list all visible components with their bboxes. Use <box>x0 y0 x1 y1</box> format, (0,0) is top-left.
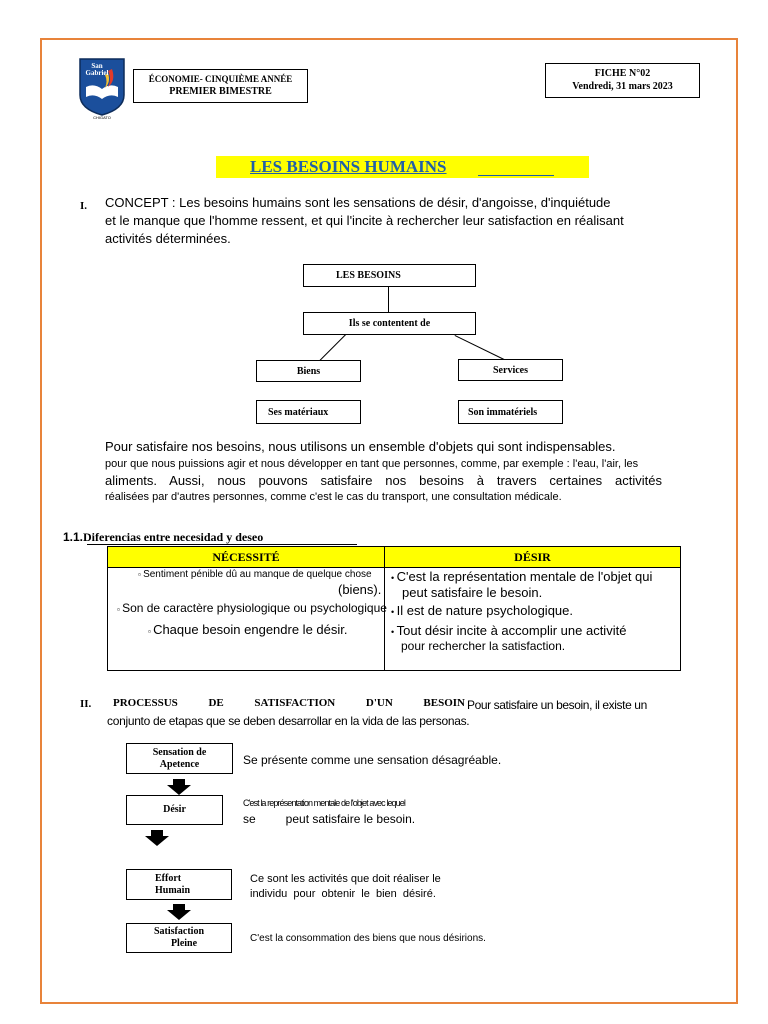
flow-desc-desir-1: C'est la représentation mentale de l'objet avec lequel <box>243 798 405 808</box>
flow-step-label: Pleine <box>170 938 198 949</box>
flow-step-apetence <box>126 743 233 774</box>
diagram-left-sub: Ses matériaux <box>256 400 361 424</box>
flow-step-desir <box>126 795 223 825</box>
section-2-intro-2: conjunto de etapas que se deben desarrollar en la vida de las personas. <box>107 714 470 728</box>
page-border <box>40 38 738 1004</box>
flow-desc-satisfaction: C'est la consommation des biens que nous désirions. <box>250 933 486 944</box>
diagram-left: Biens <box>256 360 361 382</box>
flow-step-label: Effort <box>155 872 182 884</box>
desire-item-3b: pour rechercher la satisfaction. <box>401 639 566 653</box>
section-2-intro-1: Pour satisfaire un besoin, il existe un <box>467 698 647 712</box>
desire-item-2: • Il est de nature psychologique. <box>391 603 573 618</box>
bullet-icon: • <box>391 573 397 583</box>
diagram-right-sub: Son immatériels <box>458 400 563 424</box>
flow-step-label: Satisfaction <box>154 926 204 937</box>
concept-line-3: activités déterminées. <box>105 231 231 246</box>
bullet-icon: ▫ <box>138 570 144 579</box>
flow-step-label: Apetence <box>159 758 200 770</box>
section-1-1-title: Diferencias entre necesidad y deseo <box>83 530 264 544</box>
satisfaction-line-1: Pour satisfaire nos besoins, nous utilisons un ensemble d'objets qui sont indispensables. <box>105 439 616 454</box>
desire-item-3: • Tout désir incite à accomplir une activité <box>391 623 627 638</box>
page-title-text: LES BESOINS HUMAINS <box>250 157 447 176</box>
table-header-need: NÉCESSITÉ <box>108 547 385 568</box>
concept-line-1: CONCEPT : Les besoins humains sont les sensations de désir, d'angoisse, d'inquiétude <box>105 195 611 210</box>
need-item-1b: (biens). <box>338 582 382 597</box>
logo-caption: CHIGATO <box>93 115 111 120</box>
satisfaction-line-4: réalisées par d'autres personnes, comme c'est le cas du transport, une consultation médicale. <box>105 491 562 503</box>
page-title <box>216 156 589 178</box>
bullet-icon: ▫ <box>117 605 123 614</box>
need-item-3: ▫ Chaque besoin engendre le désir. <box>148 622 348 637</box>
section-2-numeral: II. <box>80 698 92 710</box>
subject-label: ÉCONOMIE- CINQUIÈME ANNÉE <box>148 74 293 84</box>
down-arrow-icon <box>145 830 169 846</box>
flow-step-label: Désir <box>163 804 186 815</box>
section-2-heading: PROCESSUS DE SATISFACTION D'UN BESOIN <box>113 697 465 709</box>
need-cell <box>108 568 385 671</box>
table-header-desire: DÉSIR <box>385 547 681 568</box>
diagram-connector <box>388 287 389 312</box>
need-item-2: ▫ Son de caractère physiologique ou psychologique <box>117 601 387 615</box>
down-arrow-icon <box>167 904 191 920</box>
concept-line-2: et le manque que l'homme ressent, et qui l'incite à rechercher leur satisfaction en réalisant <box>105 213 624 228</box>
need-vs-desire-table <box>107 546 681 671</box>
flow-desc-effort-2: individu pour obtenir le bien désiré. <box>250 888 436 900</box>
diagram-mid: Ils se contentent de <box>303 312 476 335</box>
fiche-number: FICHE N°02 <box>594 68 651 79</box>
school-logo <box>78 57 126 120</box>
satisfaction-line-2: pour que nous puissions agir et nous développer en tant que personnes, comme, par exemple : l'eau, l'air, les <box>105 458 639 470</box>
desire-item-1: • C'est la représentation mentale de l'objet qui <box>391 569 653 584</box>
need-item-1: ▫ Sentiment pénible dû au manque de quelque chose <box>138 569 372 580</box>
flow-step-effort <box>126 869 232 900</box>
fiche-header-box <box>545 63 700 98</box>
desire-item-1b: peut satisfaire le besoin. <box>402 585 543 600</box>
flow-step-satisfaction <box>126 923 232 953</box>
flow-desc-apetence: Se présente comme une sensation désagréable. <box>243 753 502 767</box>
section-1-1-number: 1.1. <box>63 530 84 544</box>
subject-header-box <box>133 69 308 103</box>
flow-step-label: Sensation de <box>152 746 207 758</box>
concept-numeral: I. <box>80 200 88 212</box>
logo-text: San Gabriel <box>85 62 109 77</box>
diagram-right: Services <box>458 359 563 381</box>
section-1-1-underline <box>87 544 357 545</box>
down-arrow-icon <box>167 779 191 795</box>
diagram-root: LES BESOINS <box>303 264 476 287</box>
desire-cell <box>385 568 681 671</box>
bullet-icon: ▫ <box>148 627 154 636</box>
flow-desc-desir-2: se peut satisfaire le besoin. <box>243 812 416 826</box>
flow-desc-effort-1: Ce sont les activités que doit réaliser le <box>250 873 441 885</box>
satisfaction-line-3: aliments. Aussi, nous pouvons satisfaire nos besoins à travers certaines activités <box>105 473 662 488</box>
flow-step-label: Humain <box>155 884 191 896</box>
fiche-date: Vendredi, 31 mars 2023 <box>572 81 673 92</box>
bullet-icon: • <box>391 627 397 637</box>
period-label: PREMIER BIMESTRE <box>169 86 272 97</box>
bullet-icon: • <box>391 607 397 617</box>
